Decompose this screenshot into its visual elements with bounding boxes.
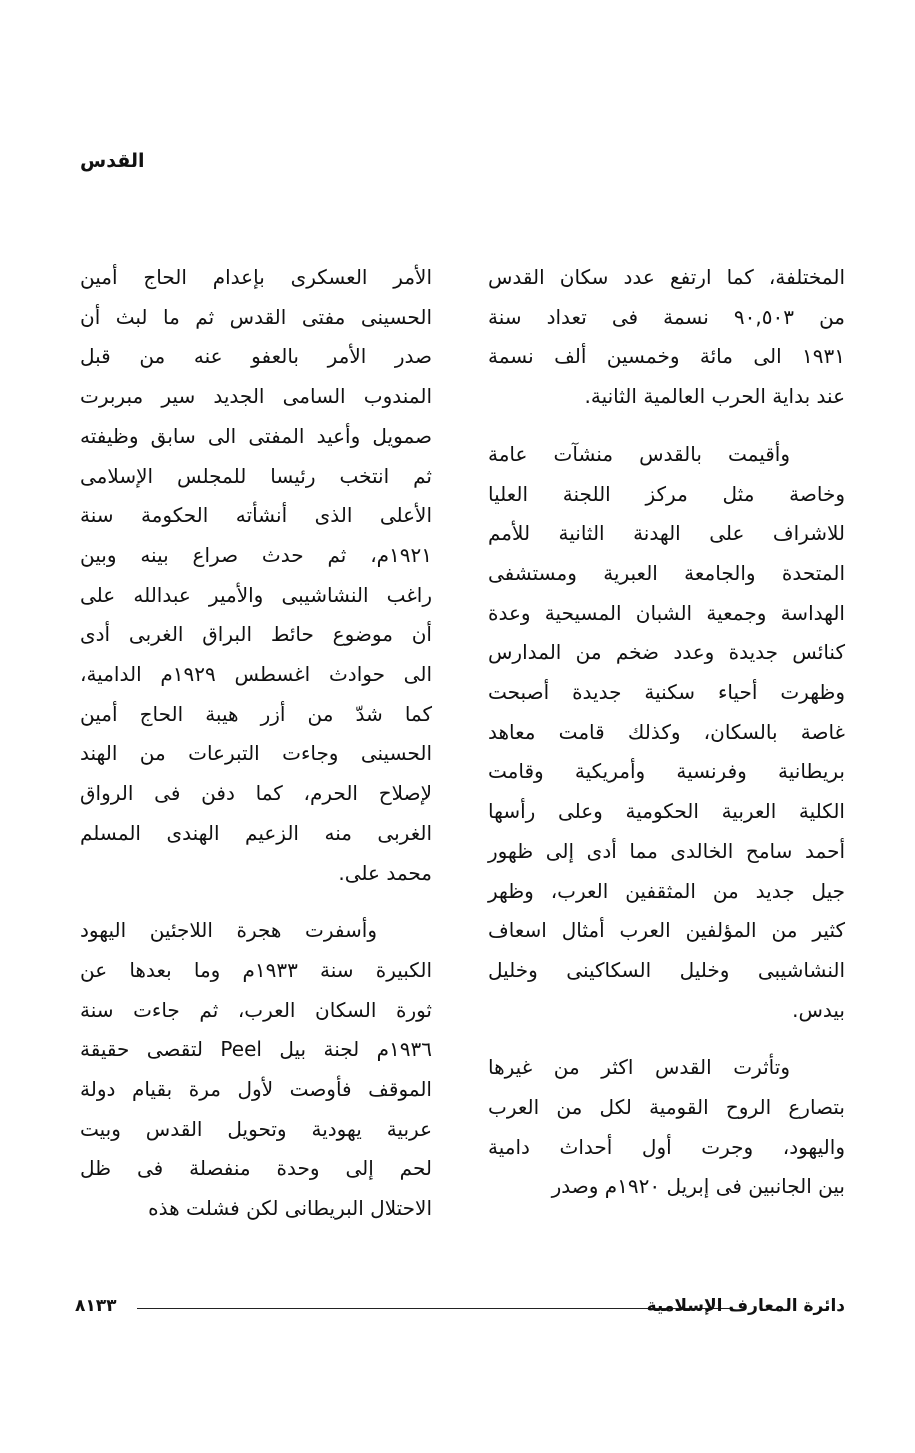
text-line: وأسفرت هجرة اللاجئين اليهود bbox=[80, 918, 377, 943]
page-footer bbox=[75, 1296, 845, 1320]
text-line: واليهود، وجرت أول أحداث دامية bbox=[488, 1134, 845, 1159]
text-line: وظهرت أحياء سكنية جديدة أصبحت bbox=[488, 680, 845, 705]
text-line: الاحتلال البريطانى لكن فشلت هذه bbox=[148, 1196, 432, 1221]
text-line: غاصة بالسكان، وكذلك قامت معاهد bbox=[488, 719, 845, 744]
text-line: الحسينى وجاءت التبرعات من الهند bbox=[80, 741, 432, 766]
text-line: لحم إلى وحدة منفصلة فى ظل bbox=[80, 1156, 432, 1181]
text-line: المتحدة والجامعة العبرية ومستشفى bbox=[488, 560, 845, 585]
text-line: الكلية العربية الحكومية وعلى رأسها bbox=[488, 799, 845, 824]
journal-title: دائرة المعارف الإسلامية bbox=[646, 1296, 845, 1316]
text-line: وأقيمت بالقدس منشآت عامة bbox=[488, 441, 790, 466]
text-line: ١٩٣٦م لجنة بيل Peel لتقصى حقيقة bbox=[80, 1037, 432, 1062]
text-line: بين الجانبين فى إبريل ١٩٢٠م وصدر bbox=[551, 1174, 845, 1199]
text-line: ١٩٣١ الى مائة وخمسين ألف نسمة bbox=[488, 344, 845, 369]
text-line: وتأثرت القدس اكثر من غيرها bbox=[488, 1055, 790, 1080]
text-line: الأمر العسكرى بإعدام الحاج أمين bbox=[80, 265, 432, 289]
text-line: عربية يهودية وتحويل القدس وبيت bbox=[80, 1116, 432, 1141]
text-line: ثورة السكان العرب، ثم جاءت سنة bbox=[80, 997, 432, 1022]
text-line: الى حوادث اغسطس ١٩٢٩م الدامية، bbox=[80, 662, 432, 687]
text-line: الكبيرة سنة ١٩٣٣م وما بعدها عن bbox=[80, 957, 433, 982]
paragraph bbox=[80, 258, 432, 893]
paragraph bbox=[80, 911, 432, 1229]
text-line: بريطانية وفرنسية وأمريكية وقامت bbox=[488, 759, 845, 784]
text-line: عند بداية الحرب العالمية الثانية. bbox=[584, 384, 845, 409]
text-line: المختلفة، كما ارتفع عدد سكان القدس bbox=[488, 265, 845, 289]
text-line: وخاصة مثل مركز اللجنة العليا bbox=[488, 481, 845, 506]
text-line: ثم انتخب رئيسا للمجلس الإسلامى bbox=[80, 463, 432, 488]
page-number: ٨١٣٣ bbox=[75, 1296, 117, 1316]
text-line: الحسينى مفتى القدس ثم ما لبث أن bbox=[80, 304, 432, 329]
text-line: كثير من المؤلفين العرب أمثال اسعاف bbox=[488, 918, 845, 943]
text-line: ١٩٢١م، ثم حدث صراع بينه وبين bbox=[80, 542, 432, 567]
text-line: راغب النشاشيبى والأمير عبدالله على bbox=[80, 582, 432, 607]
text-line: صدر الأمر بالعفو عنه من قبل bbox=[80, 344, 432, 369]
text-line: الأعلى الذى أنشأته الحكومة سنة bbox=[80, 503, 432, 528]
text-line: أحمد سامح الخالدى مما أدى إلى ظهور bbox=[488, 838, 845, 863]
text-line: المندوب السامى الجديد سير مبربرت bbox=[80, 384, 432, 409]
text-line: بتصارع الروح القومية لكل من العرب bbox=[488, 1095, 845, 1120]
text-line: محمد على. bbox=[338, 860, 432, 885]
running-header: القدس bbox=[80, 150, 145, 172]
text-line: الهداسة وجمعية الشبان المسيحية وعدة bbox=[488, 600, 845, 625]
paragraph bbox=[488, 1048, 845, 1207]
text-line: كنائس جديدة وعدد ضخم من المدارس bbox=[488, 640, 845, 665]
footer-divider bbox=[137, 1308, 733, 1309]
text-line: الغربى منه الزعيم الهندى المسلم bbox=[80, 820, 432, 845]
text-line: بيدس. bbox=[792, 997, 845, 1022]
text-line: النشاشيبى وخليل السكاكينى وخليل bbox=[488, 957, 845, 982]
text-column-right bbox=[488, 258, 845, 1207]
text-line: لإصلاح الحرم، كما دفن فى الرواق bbox=[80, 781, 432, 806]
text-line: كما شدّ من أزر هيبة الحاج أمين bbox=[80, 701, 432, 726]
text-line: أن موضوع حائط البراق الغربى أدى bbox=[80, 622, 432, 647]
text-line: جيل جديد من المثقفين العرب، وظهر bbox=[488, 878, 845, 903]
text-line: صمويل وأعيد المفتى الى سابق وظيفته bbox=[80, 423, 432, 448]
paragraph bbox=[488, 435, 845, 1031]
text-line: من ٩٠,٥٠٣ نسمة فى تعداد سنة bbox=[488, 304, 846, 329]
text-line: الموقف فأوصت لأول مرة بقيام دولة bbox=[80, 1077, 432, 1102]
text-column-left bbox=[80, 258, 432, 1229]
text-line: للاشراف على الهدنة الثانية للأمم bbox=[488, 521, 845, 546]
paragraph bbox=[488, 258, 845, 417]
